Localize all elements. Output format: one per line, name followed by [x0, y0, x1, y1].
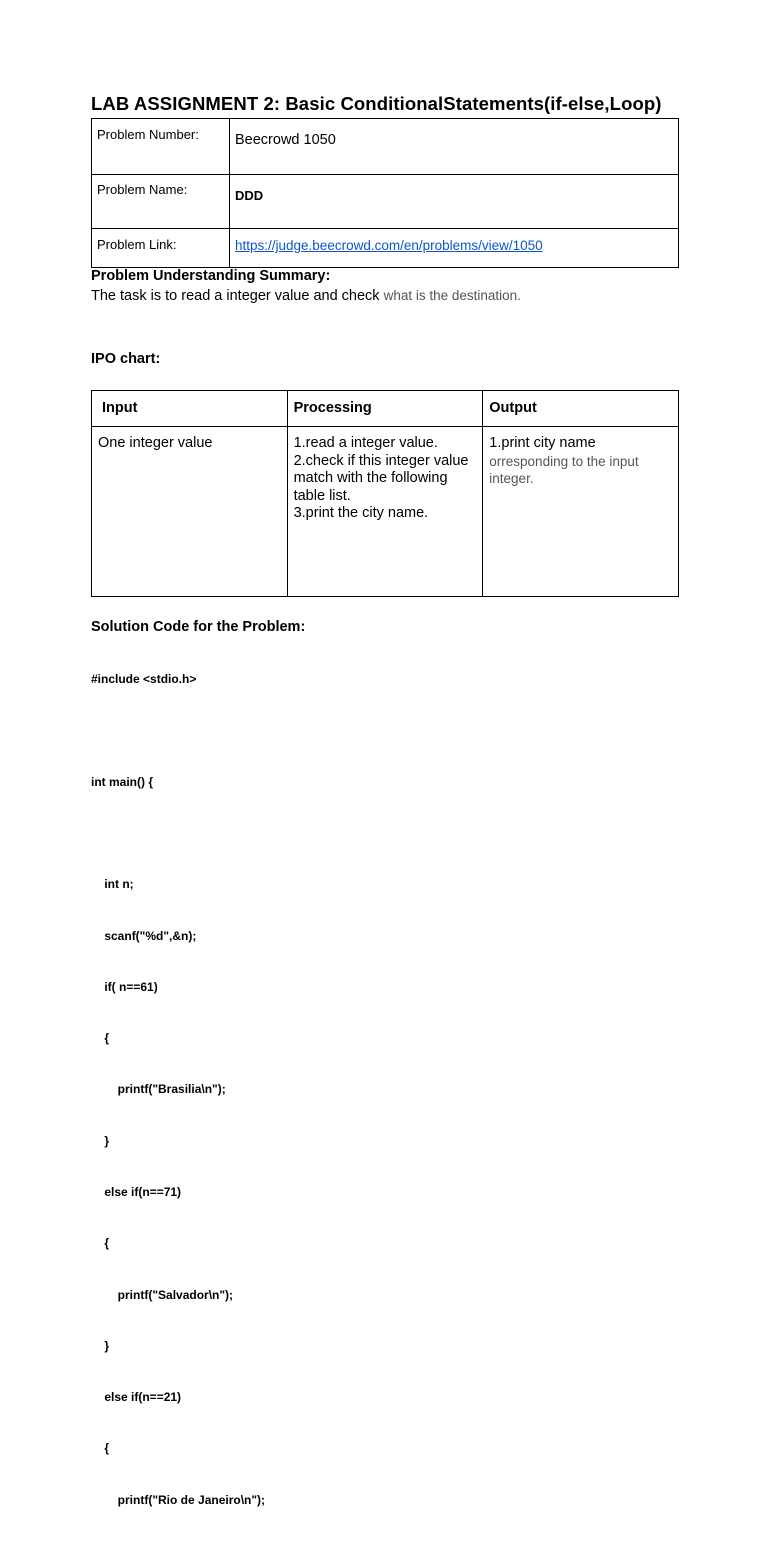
ipo-processing-cell	[287, 427, 483, 597]
code-line: {	[91, 1441, 110, 1456]
table-row	[92, 119, 679, 175]
summary-heading: Problem Understanding Summary:	[91, 268, 331, 284]
code-line: {	[91, 1031, 110, 1046]
table-header-row	[92, 391, 679, 427]
problem-link-cell	[230, 229, 679, 268]
output-line-grey: integer.	[489, 471, 534, 486]
solution-heading: Solution Code for the Problem:	[91, 619, 306, 635]
code-line: int n;	[91, 877, 134, 892]
summary-text	[91, 288, 521, 304]
code-line: int main() {	[91, 774, 153, 789]
ipo-header-input: Input	[92, 391, 288, 427]
problem-number-value: Beecrowd 1050	[230, 119, 679, 175]
code-line: }	[91, 1133, 110, 1148]
code-line: #include <stdio.h>	[91, 672, 197, 687]
processing-line: match with the following	[293, 470, 448, 486]
page-title: LAB ASSIGNMENT 2: Basic ConditionalStatements(if-else,Loop)	[91, 93, 662, 114]
problem-link-label: Problem Link:	[92, 229, 230, 268]
code-line	[91, 825, 265, 842]
processing-line: 1.read a integer value.	[293, 435, 438, 451]
code-line: else if(n==21)	[91, 1390, 182, 1405]
table-row	[92, 175, 679, 229]
code-line	[91, 722, 265, 739]
ipo-header-processing: Processing	[287, 391, 483, 427]
problem-number-label: Problem Number:	[92, 119, 230, 175]
output-line: 1.print city name	[489, 435, 596, 451]
code-line: else if(n==71)	[91, 1185, 182, 1199]
problem-info-table	[91, 118, 679, 268]
ipo-chart-table	[91, 390, 679, 597]
code-line: {	[91, 1236, 110, 1251]
code-line: if( n==61)	[91, 979, 158, 994]
ipo-input-cell: One integer value	[92, 427, 288, 597]
solution-code-block	[91, 637, 265, 1543]
ipo-header-output: Output	[483, 391, 679, 427]
ipo-output-cell	[483, 427, 679, 597]
code-line: printf("Rio de Janeiro\n");	[91, 1492, 266, 1507]
table-row	[92, 229, 679, 268]
table-row	[92, 427, 679, 597]
problem-link[interactable]: https://judge.beecrowd.com/en/problems/view/1050	[235, 238, 543, 253]
processing-line: 2.check if this integer value	[293, 452, 469, 469]
output-line-grey: orresponding to the input	[489, 453, 639, 469]
problem-name-value: DDD	[230, 175, 679, 229]
code-line: printf("Salvador\n");	[91, 1287, 234, 1302]
processing-line: table list.	[293, 487, 351, 504]
processing-line: 3.print the city name.	[293, 505, 429, 521]
code-line: printf("Brasilia\n");	[91, 1082, 226, 1097]
code-line: scanf("%d",&n);	[91, 928, 197, 943]
summary-text-grey: what is the destination.	[383, 288, 521, 303]
problem-name-label: Problem Name:	[92, 175, 230, 229]
code-line: }	[91, 1338, 110, 1353]
summary-text-main: The task is to read a integer value and check	[91, 288, 384, 304]
ipo-heading: IPO chart:	[91, 351, 161, 367]
